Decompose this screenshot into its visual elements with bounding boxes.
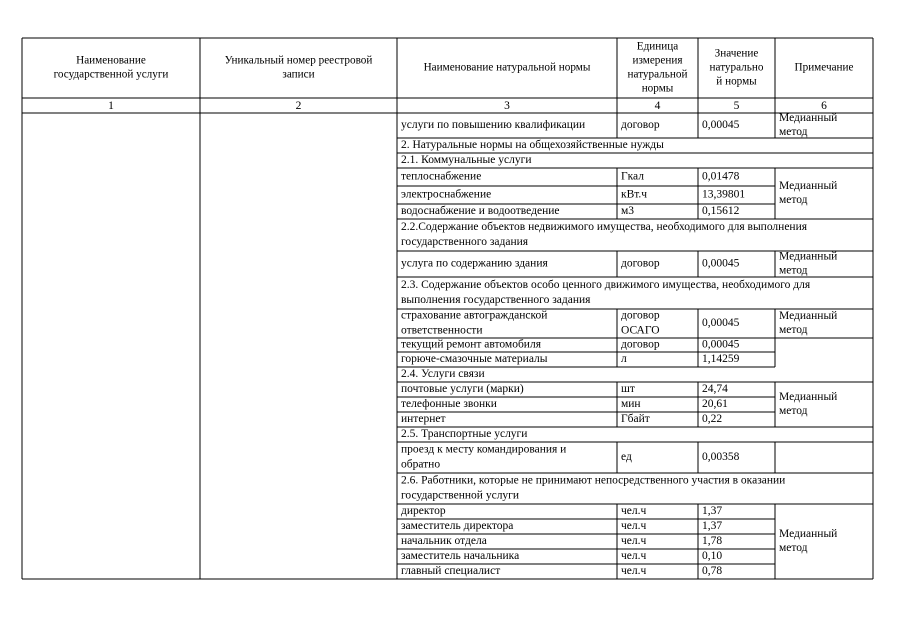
norm-unit: Гкал	[621, 170, 645, 183]
column-number: 1	[108, 100, 114, 113]
norm-name: обратно	[401, 458, 441, 471]
column-number: 4	[654, 100, 661, 113]
norm-value: 0,15612	[702, 205, 740, 218]
norm-name: начальник отдела	[401, 535, 487, 548]
norm-name: услуга по содержанию здания	[401, 257, 548, 270]
norm-unit: чел.ч	[621, 505, 647, 518]
note-text: метод	[779, 405, 808, 418]
norm-value: 0,00045	[702, 317, 740, 330]
norm-unit: шт	[621, 383, 635, 396]
column-header: Наименование	[76, 54, 146, 67]
norm-unit: чел.ч	[621, 520, 647, 533]
section-heading: 2.2.Содержание объектов недвижимого имущества, необходимого для выполнения	[401, 221, 808, 234]
section-heading: 2.1. Коммунальные услуги	[401, 154, 532, 167]
norm-value: 0,00045	[702, 257, 740, 270]
section-heading: 2.5. Транспортные услуги	[401, 428, 528, 441]
norm-value: 24,74	[702, 383, 728, 396]
norm-unit: чел.ч	[621, 565, 647, 578]
column-number: 5	[733, 100, 740, 113]
note-text: Медианный	[779, 112, 838, 125]
norm-value: 1,78	[702, 535, 723, 548]
norm-unit: договор	[621, 338, 660, 351]
column-number: 2	[295, 100, 302, 113]
norm-name: почтовые услуги (марки)	[401, 383, 524, 396]
note-text: метод	[779, 542, 808, 555]
section-heading: 2.4. Услуги связи	[401, 368, 485, 381]
section-heading: государственной услуги	[401, 489, 520, 502]
norm-name: проезд к месту командирования и	[401, 443, 567, 456]
norm-unit: мин	[621, 398, 641, 411]
norm-unit: Гбайт	[621, 413, 650, 426]
norm-unit: чел.ч	[621, 550, 647, 563]
norm-name: теплоснабжение	[401, 170, 482, 183]
norm-name: электроснабжение	[401, 188, 492, 201]
column-header: нормы	[641, 82, 674, 95]
note-text: Медианный	[779, 180, 838, 193]
norm-name: заместитель начальника	[401, 550, 520, 563]
norm-unit: ед	[621, 451, 632, 464]
norm-value: 1,37	[702, 505, 723, 518]
column-header: Примечание	[794, 61, 854, 74]
norm-unit: кВт.ч	[621, 188, 648, 201]
norm-unit: договор	[621, 119, 660, 132]
norm-unit: м3	[621, 205, 635, 218]
section-heading: 2.3. Содержание объектов особо ценного движимого имущества, необходимого для	[401, 279, 811, 292]
norm-value: 0,00358	[702, 451, 740, 464]
norm-unit: чел.ч	[621, 535, 647, 548]
norm-name: главный специалист	[401, 565, 501, 578]
column-header: й нормы	[716, 75, 757, 88]
note-text: Медианный	[779, 310, 838, 323]
note-text: Медианный	[779, 528, 838, 541]
section-heading: 2. Натуральные нормы на общехозяйственные нужды	[401, 139, 664, 152]
norm-unit: ОСАГО	[621, 324, 660, 337]
column-number: 3	[504, 100, 510, 113]
column-header: Наименование натуральной нормы	[423, 61, 591, 74]
column-header: натуральной	[627, 68, 688, 81]
norm-name: интернет	[401, 413, 446, 426]
norm-unit: л	[621, 353, 627, 366]
column-header: Значение	[714, 47, 759, 60]
note-text: Медианный	[779, 391, 838, 404]
section-heading: выполнения государственного задания	[401, 294, 591, 307]
norm-unit: договор	[621, 257, 660, 270]
column-number: 6	[821, 100, 827, 113]
norm-name: директор	[401, 505, 446, 518]
note-text: метод	[779, 194, 808, 207]
norm-name: ответственности	[401, 324, 483, 337]
norm-name: телефонные звонки	[401, 398, 497, 411]
note-text: метод	[779, 264, 808, 277]
column-header: Единица	[636, 40, 679, 53]
note-text: метод	[779, 324, 808, 337]
column-header: Уникальный номер реестровой	[224, 54, 373, 67]
norm-value: 0,22	[702, 413, 723, 426]
column-header: государственной услуги	[53, 68, 169, 81]
note-text: метод	[779, 126, 808, 139]
norm-value: 1,37	[702, 520, 723, 533]
norm-value: 0,78	[702, 565, 723, 578]
norm-value: 0,00045	[702, 338, 740, 351]
norm-name: заместитель директора	[401, 520, 514, 533]
norm-value: 20,61	[702, 398, 728, 411]
norm-name: водоснабжение и водоотведение	[401, 205, 560, 218]
note-text: Медианный	[779, 250, 838, 263]
section-heading: государственного задания	[401, 236, 529, 249]
column-header: записи	[282, 68, 315, 81]
column-header: измерения	[632, 54, 683, 67]
norm-name: горюче-смазочные материалы	[401, 353, 548, 366]
norm-value: 0,01478	[702, 170, 740, 183]
norm-value: 13,39801	[702, 188, 746, 201]
norm-name: услуги по повышению квалификации	[401, 119, 586, 132]
norm-name: страхование автогражданской	[401, 309, 548, 322]
norm-value: 1,14259	[702, 353, 740, 366]
norm-name: текущий ремонт автомобиля	[401, 338, 541, 351]
section-heading: 2.6. Работники, которые не принимают непосредственного участия в оказании	[401, 474, 786, 487]
norm-unit: договор	[621, 309, 660, 322]
norm-value: 0,00045	[702, 119, 740, 132]
norm-value: 0,10	[702, 550, 723, 563]
column-header: натурально	[709, 61, 764, 74]
